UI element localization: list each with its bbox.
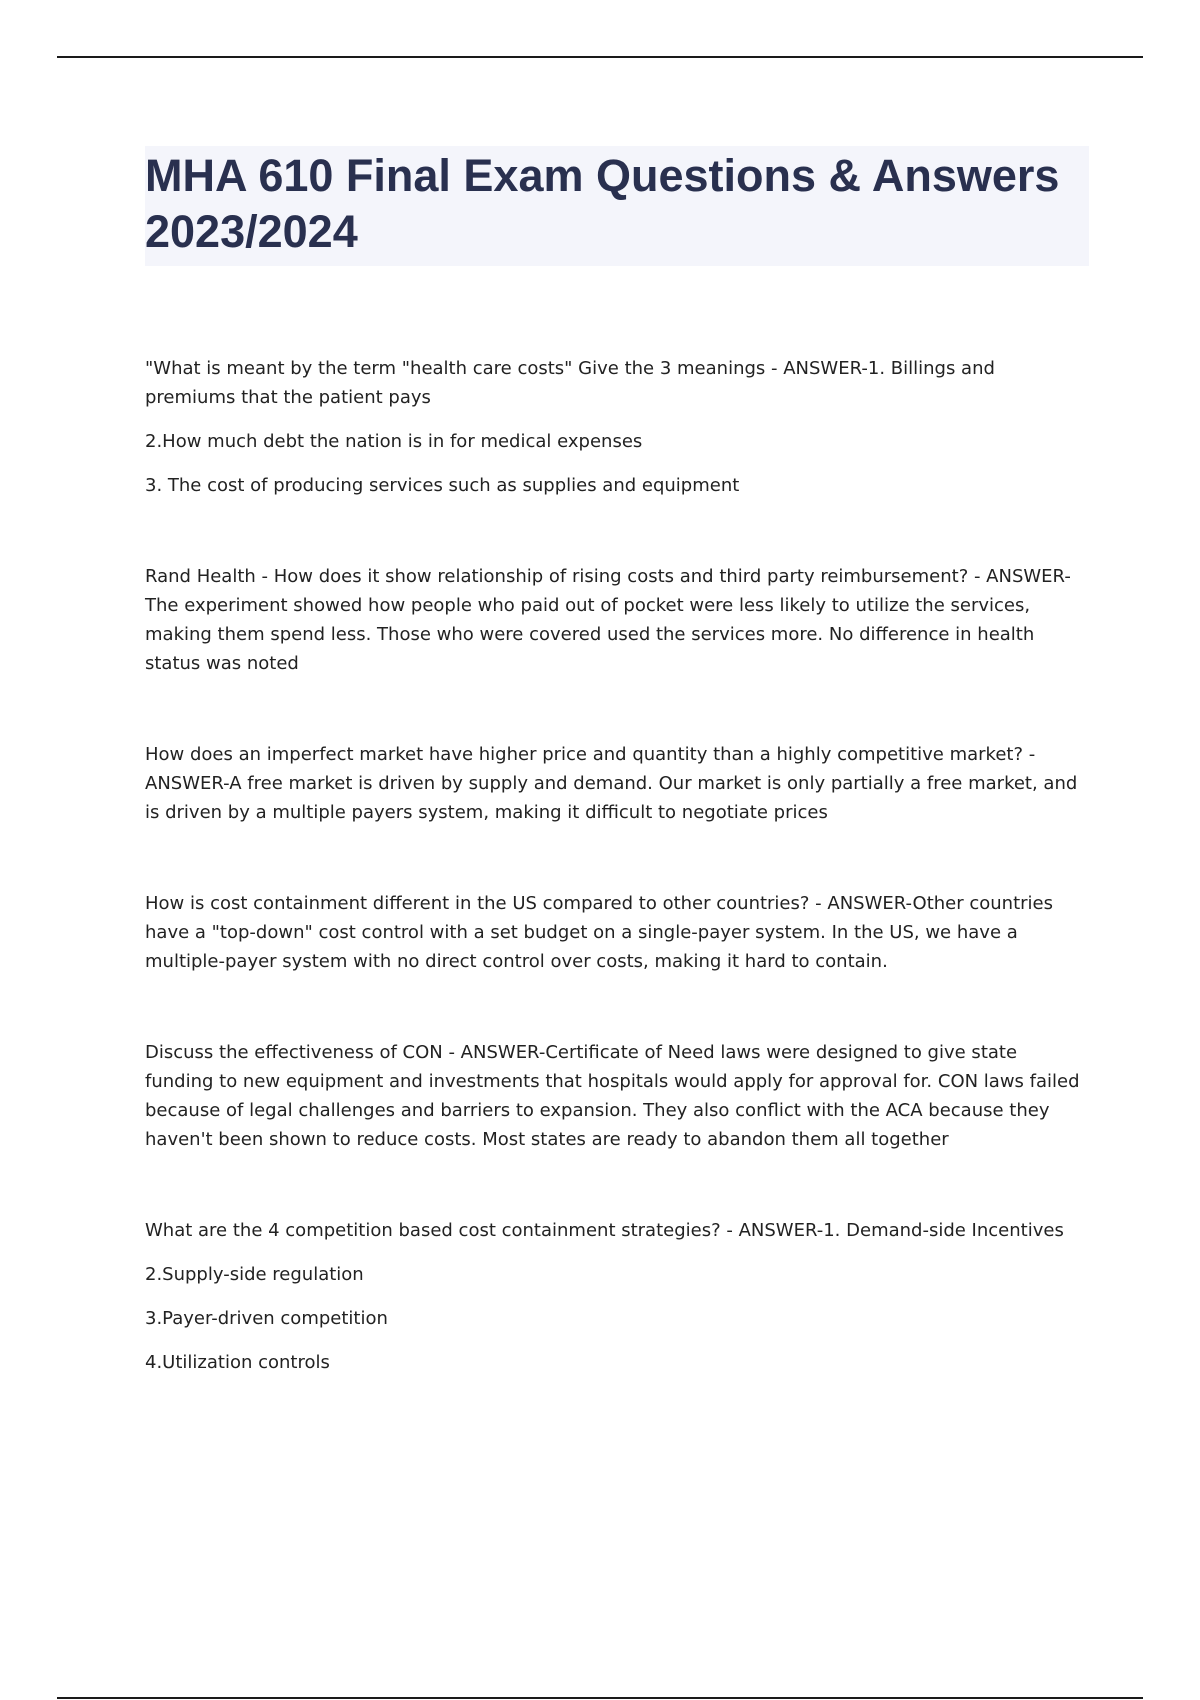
answer-list-item: 3.Payer-driven competition	[145, 1308, 388, 1329]
header-rule	[57, 56, 1143, 58]
answer-list-item: 2.Supply-side regulation	[145, 1264, 364, 1285]
qa-item-4	[145, 889, 1090, 976]
qa-item-2	[145, 562, 1090, 678]
title-banner	[145, 146, 1089, 266]
qa-item-3	[145, 740, 1090, 827]
footer-rule	[57, 1697, 1143, 1699]
qa-item-1	[145, 354, 1090, 500]
qa-item-6	[145, 1216, 1090, 1377]
answer-list-item: 3. The cost of producing services such as supplies and equipment	[145, 475, 740, 496]
answer-list-item: 2.How much debt the nation is in for medical expenses	[145, 431, 643, 452]
question-answer-text: How is cost containment different in the US compared to other countries? - ANSWER-Other countries have a "top-down" cost control with a set budget on a single-payer system. In the US, we have a multiple-payer system with no direct control over costs, making it hard to contain.	[145, 893, 1053, 972]
question-answer-text: Discuss the effectiveness of CON - ANSWER-Certificate of Need laws were designed to give state funding to new equipment and investments that hospitals would apply for approval for. CON laws failed because of legal challenges and barriers to expansion. They also conflict with the ACA because they haven't been shown to reduce costs. Most states are ready to abandon them all together	[145, 1042, 1080, 1150]
qa-list	[145, 354, 1090, 1377]
question-answer-text: "What is meant by the term "health care costs" Give the 3 meanings - ANSWER-1. Billings and premiums that the patient pays	[145, 358, 995, 408]
question-answer-text: Rand Health - How does it show relationship of rising costs and third party reimbursement? - ANSWER-The experiment showed how people who paid out of pocket were less likely to utilize the services, making them spend less. Those who were covered used the services more. No difference in health status was noted	[145, 566, 1071, 674]
answer-list-item: 4.Utilization controls	[145, 1352, 330, 1373]
qa-item-5	[145, 1038, 1090, 1154]
question-answer-text: What are the 4 competition based cost containment strategies? - ANSWER-1. Demand-side Incentives	[145, 1220, 1064, 1241]
document-body	[145, 146, 1090, 1439]
question-answer-text: How does an imperfect market have higher price and quantity than a highly competitive market? - ANSWER-A free market is driven by supply and demand. Our market is only partially a free market, and is driven by a multiple payers system, making it difficult to negotiate prices	[145, 744, 1078, 823]
document-title: MHA 610 Final Exam Questions & Answers 2023/2024	[145, 150, 1060, 257]
